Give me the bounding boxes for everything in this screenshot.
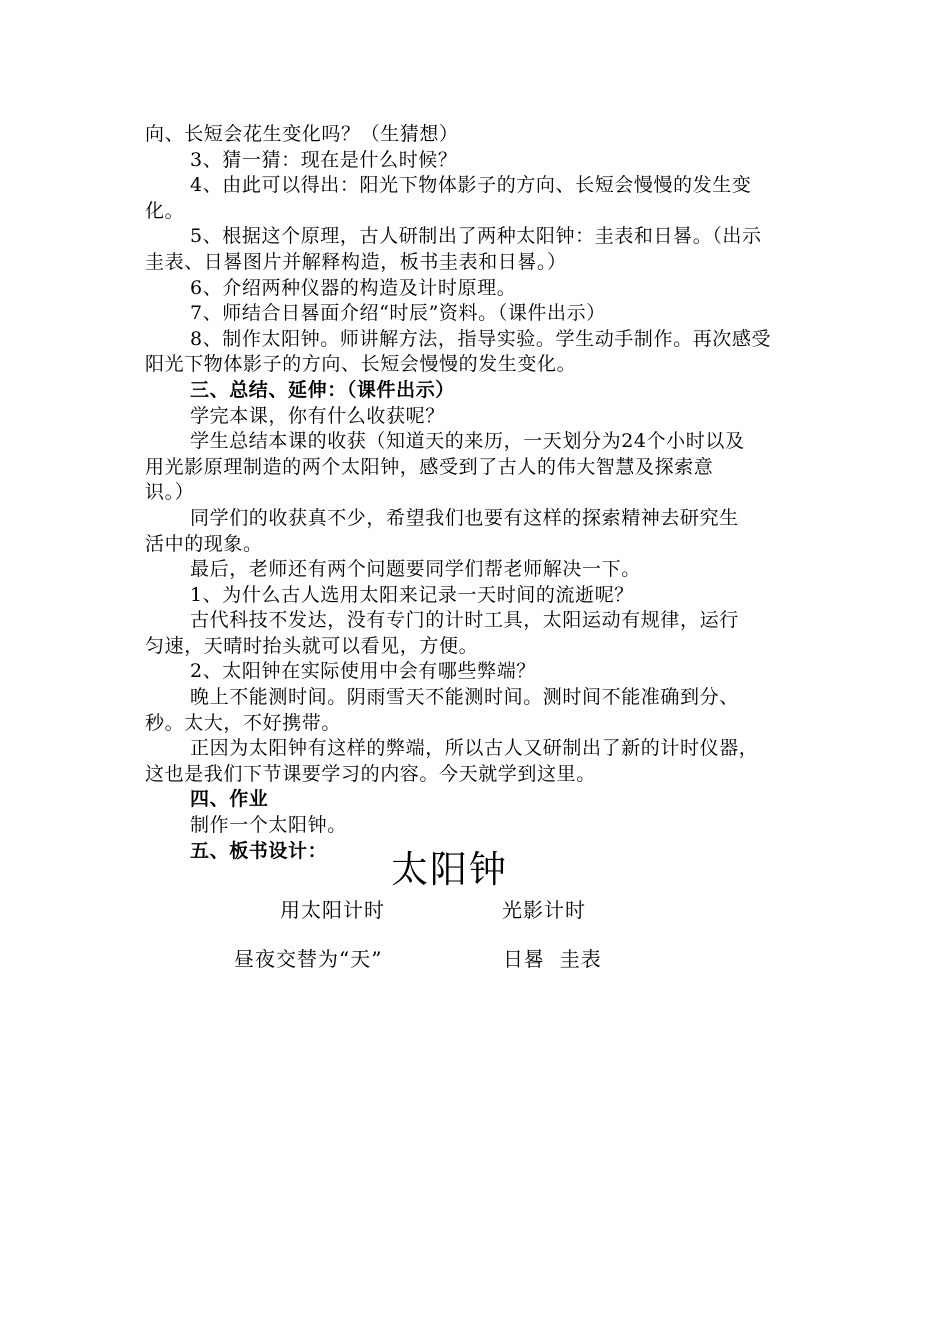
- paragraph-line: 5、根据这个原理，古人研制出了两种太阳钟：圭表和日晷。（出示: [190, 225, 762, 248]
- paragraph-line: 晚上不能测时间。阴雨雪天不能测时间。测时间不能准确到分、: [190, 686, 739, 709]
- paragraph-line: 学完本课，你有什么收获呢？: [190, 404, 445, 427]
- paragraph-list: [145, 122, 810, 864]
- paragraph-line: 化。: [145, 199, 185, 222]
- paragraph-line: 7、师结合日晷面介绍“时辰”资料。（课件出示）: [190, 302, 606, 325]
- section-heading: 四、作业: [190, 788, 269, 811]
- paragraph-line: 学生总结本课的收获（知道天的来历，一天划分为24个小时以及: [190, 430, 745, 453]
- paragraph-line: 识。）: [145, 481, 195, 504]
- paragraph-line: 用光影原理制造的两个太阳钟，感受到了古人的伟大智慧及探索意: [145, 455, 714, 478]
- section-heading: 五、板书设计：: [190, 839, 328, 862]
- paragraph-line: 制作一个太阳钟。: [190, 814, 347, 837]
- paragraph-line: 同学们的收获真不少，希望我们也要有这样的探索精神去研究生: [190, 506, 739, 529]
- paragraph-line: 2、太阳钟在实际使用中会有哪些弊端？: [190, 660, 536, 683]
- paragraph-line: 圭表、日晷图片并解释构造，板书圭表和日晷。）: [145, 250, 567, 273]
- board-right-top: 光影计时: [502, 898, 586, 922]
- board-left-bottom: 昼夜交替为“天”: [234, 947, 383, 971]
- board-left-top: 用太阳计时: [280, 898, 385, 922]
- lesson-text: [145, 122, 810, 864]
- board-right-bottom: 日晷 圭表: [503, 947, 602, 971]
- paragraph-line: 这也是我们下节课要学习的内容。今天就学到这里。: [145, 762, 596, 785]
- paragraph-line: 6、介绍两种仪器的构造及计时原理。: [190, 276, 517, 299]
- paragraph-line: 秒。太大，不好携带。: [145, 711, 342, 734]
- paragraph-line: 1、为什么古人选用太阳来记录一天时间的流逝呢？: [190, 583, 634, 606]
- board-title: 太阳钟: [391, 848, 508, 891]
- paragraph-line: 匀速，天晴时抬头就可以看见，方便。: [145, 634, 479, 657]
- section-heading: 三、总结、延伸：（课件出示）: [190, 378, 455, 401]
- paragraph-line: 3、猜一猜：现在是什么时候？: [190, 148, 458, 171]
- paragraph-line: 活中的现象。: [145, 532, 263, 555]
- paragraph-line: 古代科技不发达，没有专门的计时工具，太阳运动有规律，运行: [190, 609, 739, 632]
- paragraph-line: 最后，老师还有两个问题要同学们帮老师解决一下。: [190, 558, 641, 581]
- paragraph-line: 8、制作太阳钟。师讲解方法，指导实验。学生动手制作。再次感受: [190, 327, 772, 350]
- paragraph-line: 正因为太阳钟有这样的弊端，所以古人又研制出了新的计时仪器，: [190, 737, 759, 760]
- paragraph-line: 阳光下物体影子的方向、长短会慢慢的发生变化。: [145, 353, 577, 376]
- paragraph-line: 向、长短会花生变化吗？（生猜想）: [145, 123, 459, 145]
- paragraph-line: 4、由此可以得出：阳光下物体影子的方向、长短会慢慢的发生变: [190, 174, 752, 197]
